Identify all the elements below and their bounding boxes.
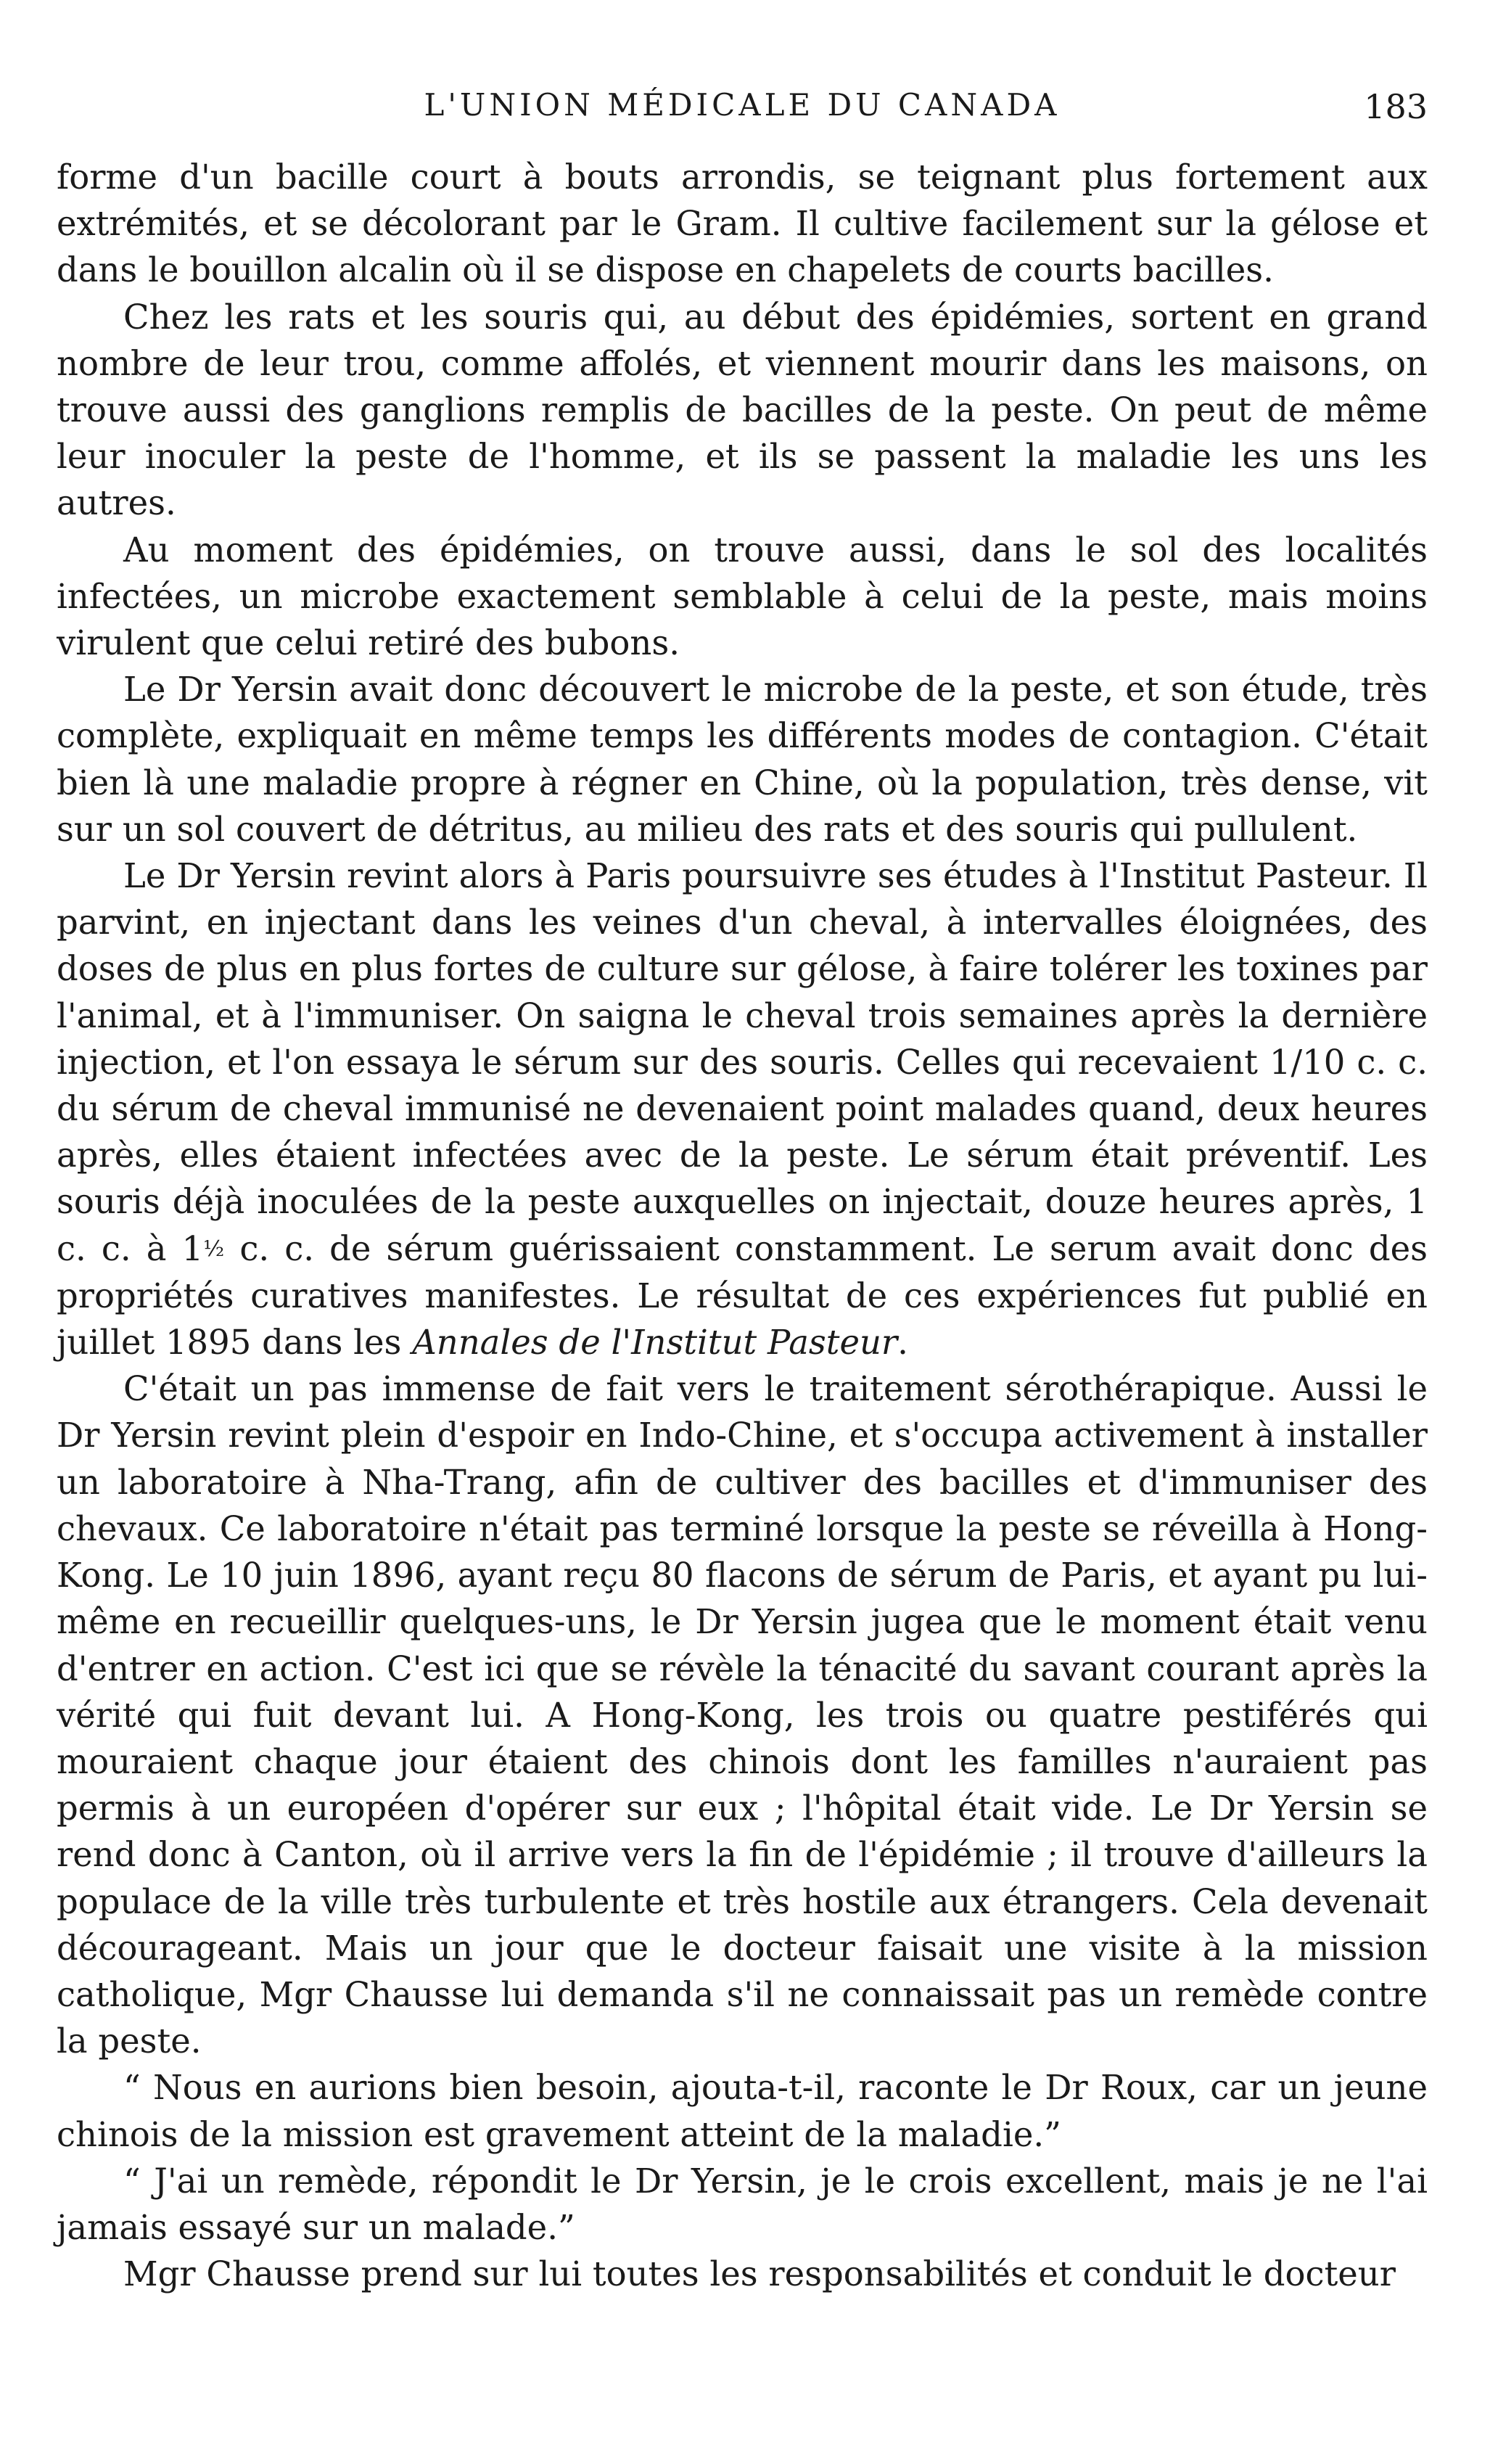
paragraph-text: Le Dr Yersin revint alors à Paris poursuivre ses études à l'Institut Pasteur. Il parvint, en injectant dans les veines d'un cheval, à intervalles éloignées, des doses de plus en plus fortes de culture sur gélose, à faire tolérer les toxines par l'animal, et à l'immuniser. On saigna le cheval trois semaines après la dernière injection, et l'on essaya le sérum sur des souris. Celles qui recevaient 1/10 c. c. du sérum de cheval immunisé ne devenaient point malades quand, deux heures après, elles étaient infectées avec de la peste. Le sérum était préventif. Les souris déjà inoculées de la peste auxquelles on injectait, douze heures après, 1 c. c. à 1 <box>57 856 1428 1268</box>
paragraph-text: c. c. de sérum guérissaient constamment. Le serum avait donc des propriétés curatives manifestes. Le résultat de ces expériences fut publié en juillet 1895 dans les <box>57 1228 1428 1363</box>
paragraph: Mgr Chausse prend sur lui toutes les responsabilités et conduit le docteur <box>123 2254 1396 2294</box>
quote-paragraph: “ J'ai un remède, répondit le Dr Yersin, je le crois excellent, mais je ne l'ai jamais essayé sur un malade.” <box>57 2161 1428 2247</box>
running-title: L'UNION MÉDICALE DU CANADA <box>424 87 1061 123</box>
paragraph: Le Dr Yersin avait donc découvert le microbe de la peste, et son étude, très complète, expliquait en même temps les différents modes de contagion. C'était bien là une maladie propre à régner en Chine, où la population, très dense, vit sur un sol couvert de détritus, au milieu des rats et des souris qui pullulent. <box>57 670 1428 849</box>
paragraph <box>57 853 1428 1366</box>
document-page <box>57 87 1428 2297</box>
page-number: 183 <box>1364 87 1428 126</box>
journal-title: Annales de l'Institut Pasteur <box>412 1323 898 1363</box>
paragraph: forme d'un bacille court à bouts arrondis, se teignant plus fortement aux extrémités, et se décolorant par le Gram. Il cultive facilement sur la gélose et dans le bouillon alcalin où il se dispose en chapelets de courts bacilles. <box>57 157 1428 290</box>
paragraph: Chez les rats et les souris qui, au début des épidémies, sortent en grand nombre de leur trou, comme affolés, et viennent mourir dans les maisons, on trouve aussi des ganglions remplis de bacilles de la peste. On peut de même leur inoculer la peste de l'homme, et ils se passent la maladie les uns les autres. <box>57 297 1428 523</box>
body-text <box>57 154 1428 2297</box>
fraction: ½ <box>203 1236 225 1262</box>
paragraph: Au moment des épidémies, on trouve aussi, dans le sol des localités infectées, un microbe exactement semblable à celui de la peste, mais moins virulent que celui retiré des bubons. <box>57 530 1428 663</box>
quote-paragraph: “ Nous en aurions bien besoin, ajouta-t-il, raconte le Dr Roux, car un jeune chinois de la mission est gravement atteint de la maladie.” <box>57 2068 1428 2154</box>
paragraph-text: . <box>897 1323 908 1363</box>
paragraph: C'était un pas immense de fait vers le traitement sérothérapique. Aussi le Dr Yersin revint plein d'espoir en Indo-Chine, et s'occupa activement à installer un laboratoire à Nha-Trang, afin de cultiver des bacilles et d'immuniser des chevaux. Ce laboratoire n'était pas terminé lorsque la peste se réveilla à Hong-Kong. Le 10 juin 1896, ayant reçu 80 flacons de sérum de Paris, et ayant pu lui-même en recueillir quelques-uns, le Dr Yersin jugea que le moment était venu d'entrer en action. C'est ici que se révèle la ténacité du savant courant après la vérité qui fuit devant lui. A Hong-Kong, les trois ou quatre pestiférés qui mouraient chaque jour étaient des chinois dont les familles n'auraient pas permis à un européen d'opérer sur eux ; l'hôpital était vide. Le Dr Yersin se rend donc à Canton, où il arrive vers la fin de l'épidémie ; il trouve d'ailleurs la populace de la ville très turbulente et très hostile aux étrangers. Cela devenait décourageant. Mais un jour que le docteur faisait une visite à la mission catholique, Mgr Chausse lui demanda s'il ne connaissait pas un remède contre la peste. <box>57 1369 1428 2061</box>
running-header <box>57 87 1428 145</box>
